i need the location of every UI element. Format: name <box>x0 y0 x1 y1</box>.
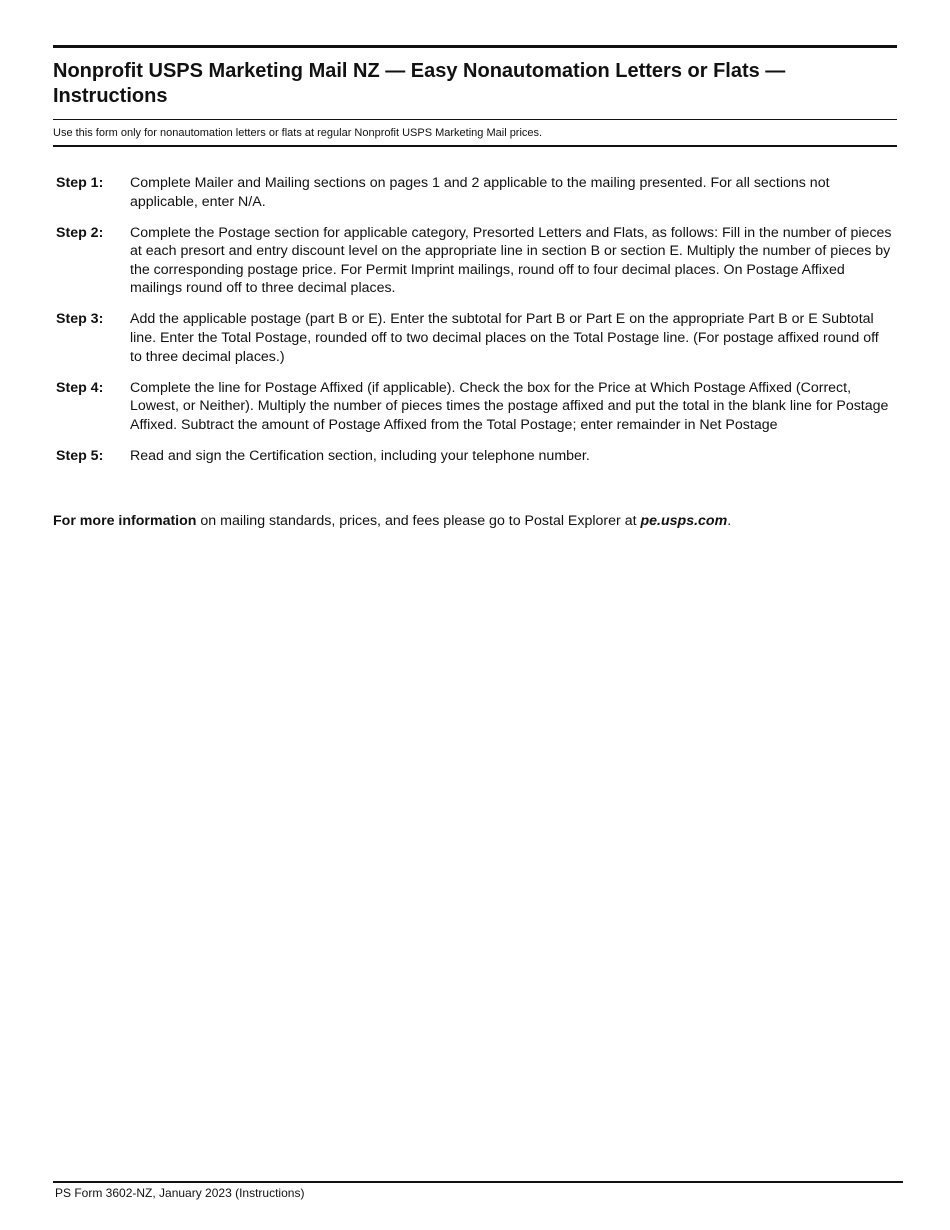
step-text: Complete the line for Postage Affixed (if applicable). Check the box for the Price at Which Postage Affixed (Correct, Lowest, or Neither). Multiply the number of pieces times the postage affixed and put the total in the blank line for Postage Affixed. Subtract the amount of Postage Affixed from the Total Postage; enter remainder in Net Postage <box>130 379 889 433</box>
step-2 <box>53 224 893 298</box>
form-usage-note: Use this form only for nonautomation letters or flats at regular Nonprofit USPS Marketing Mail prices. <box>53 127 543 139</box>
step-text: Add the applicable postage (part B or E). Enter the subtotal for Part B or Part E on the appropriate Part B or E Subtotal line. Enter the Total Postage, rounded off to two decimal places on the Total Postage line. (For postage affixed round off to three decimal places.) <box>130 311 879 365</box>
step-text: Complete Mailer and Mailing sections on pages 1 and 2 applicable to the mailing presented. For all sections not applicable, enter N/A. <box>130 175 830 210</box>
top-rule <box>53 45 897 48</box>
page-title: Nonprofit USPS Marketing Mail NZ — Easy Nonautomation Letters or Flats — Instructions <box>53 60 786 107</box>
step-text: Complete the Postage section for applicable category, Presorted Letters and Flats, as follows: Fill in the number of pieces at each presort and entry discount level on the appropriate line in section B or section E. Multiply the number of pieces by the corresponding postage price. For Permit Imprint mailings, round off to four decimal places. On Postage Affixed mailings round off to three decimal places. <box>130 224 892 297</box>
more-info-lead: For more information <box>53 513 197 529</box>
step-5 <box>53 447 893 466</box>
more-information <box>53 512 897 531</box>
postal-explorer-link[interactable]: pe.usps.com <box>640 513 728 529</box>
step-label: Step 3: <box>56 311 104 328</box>
footer-rule <box>53 1181 903 1183</box>
more-info-end: . <box>727 513 732 529</box>
step-label: Step 2: <box>56 224 104 241</box>
step-4 <box>53 379 893 435</box>
step-3 <box>53 310 893 366</box>
step-label: Step 5: <box>56 447 104 464</box>
instruction-steps <box>53 174 893 478</box>
step-1 <box>53 174 893 211</box>
form-footer: PS Form 3602-NZ, January 2023 (Instructions) <box>55 1186 305 1200</box>
step-label: Step 4: <box>56 379 104 396</box>
step-label: Step 1: <box>56 175 104 191</box>
subtitle-bottom-rule <box>53 145 897 147</box>
more-info-text: on mailing standards, prices, and fees please go to Postal Explorer at <box>196 513 641 529</box>
step-text: Read and sign the Certification section, including your telephone number. <box>130 447 590 464</box>
subtitle-top-rule <box>53 119 897 120</box>
